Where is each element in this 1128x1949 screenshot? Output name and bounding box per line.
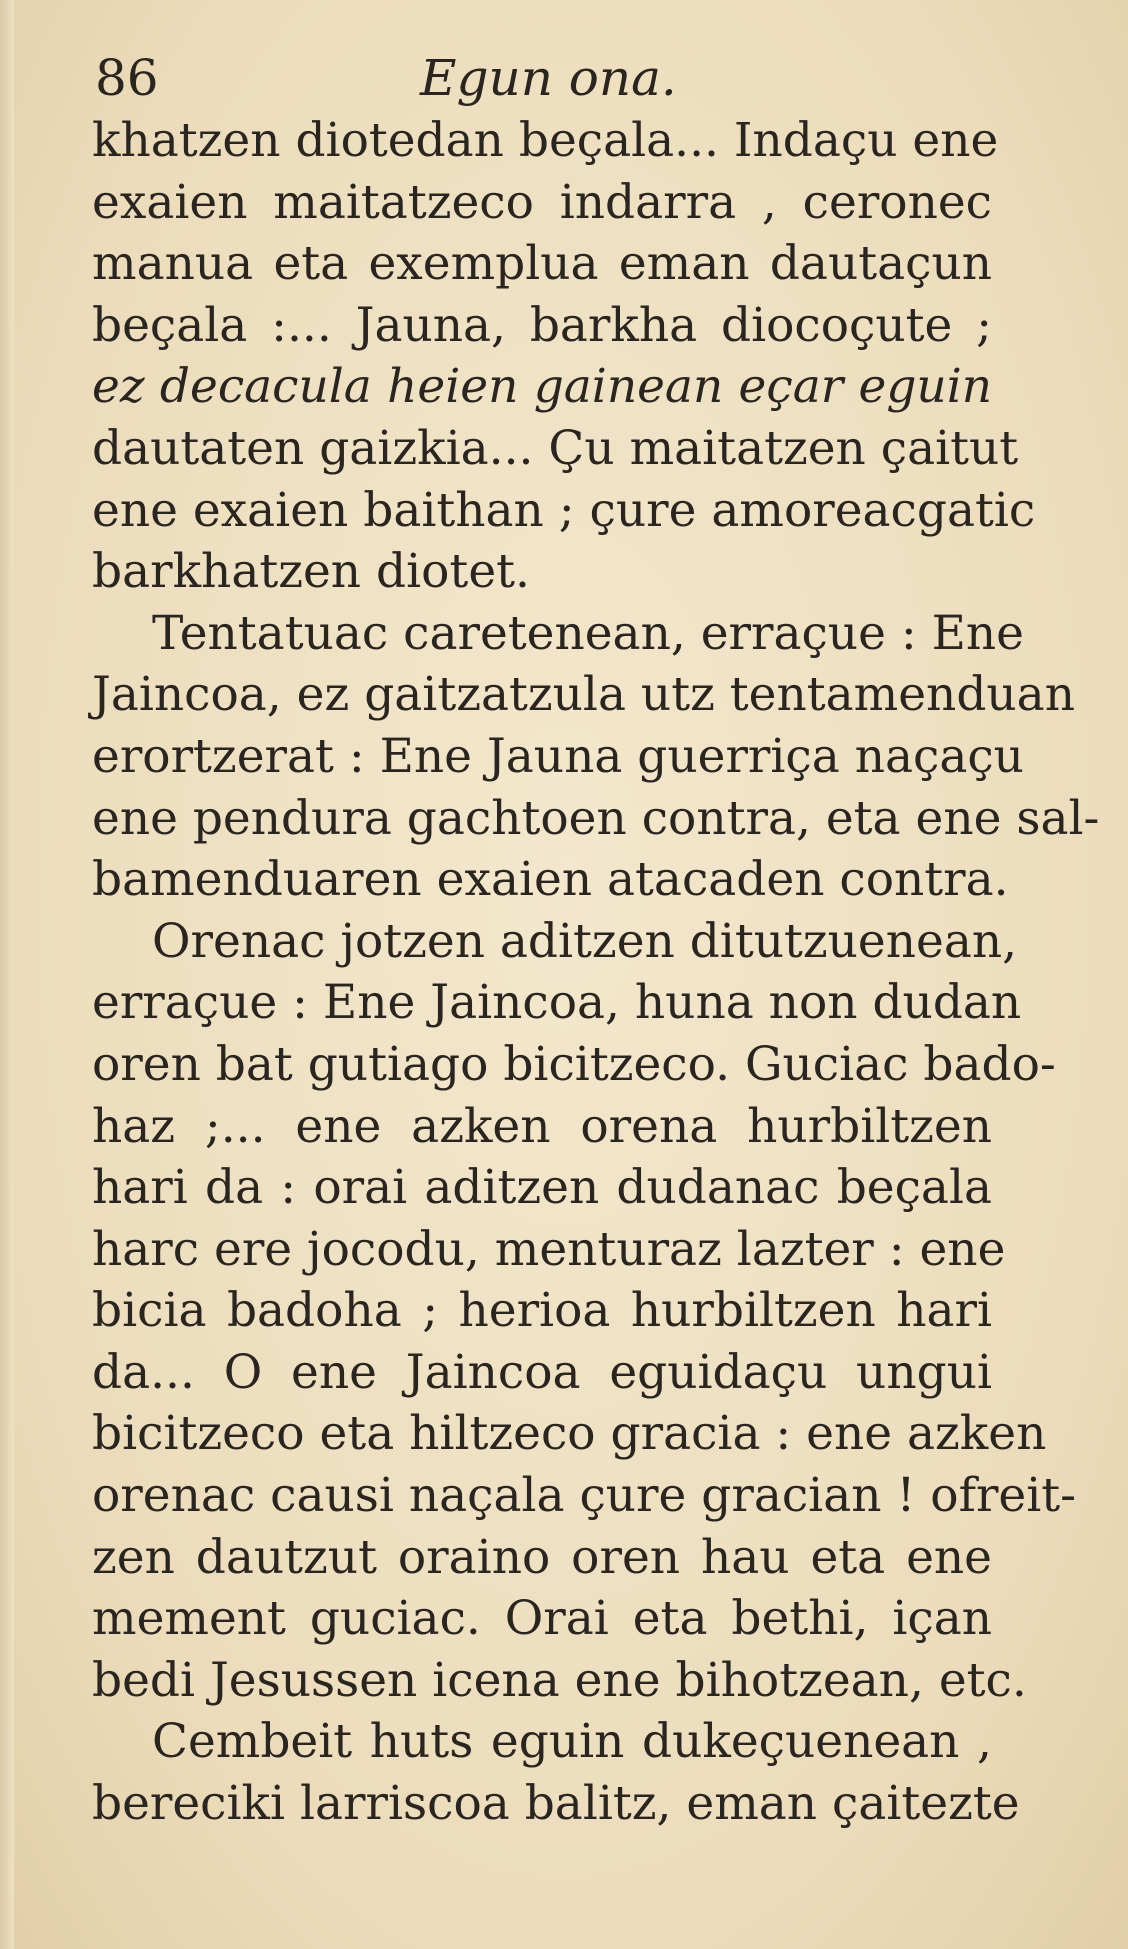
text-line: Jaincoa, ez gaitzatzula utz tentamenduan — [92, 667, 1075, 723]
text-line: Orenac jotzen aditzen ditutzuenean, — [152, 913, 1018, 969]
text-line: bereciki larriscoa balitz, eman çaitezte — [92, 1776, 1020, 1832]
text-line: barkhatzen diotet. — [92, 544, 530, 600]
text-line: beçala :... Jauna, barkha diocoçute ; — [92, 297, 992, 353]
page-header — [95, 40, 995, 120]
text-line: manua eta exemplua eman dautaçun — [92, 236, 992, 292]
page-left-edge — [0, 0, 14, 1949]
text-line: bamenduaren exaien atacaden contra. — [92, 852, 1009, 908]
text-line: ene exaien baithan ; çure amoreacgatic — [92, 482, 1036, 538]
text-line: dautaten gaizkia... Çu maitatzen çaitut — [92, 420, 1019, 476]
text-line: haz ;... ene azken orena hurbiltzen — [92, 1098, 992, 1154]
text-line: bedi Jesussen icena ene bihotzean, etc. — [92, 1652, 1027, 1708]
text-line: Cembeit huts eguin dukeçuenean , — [152, 1714, 992, 1770]
text-line: oren bat gutiago bicitzeco. Guciac bado- — [92, 1036, 1056, 1092]
text-line: erortzerat : Ene Jauna guerriça naçaçu — [92, 728, 1024, 784]
running-title: Egun ona. — [420, 49, 677, 107]
text-line: khatzen diotedan beçala... Indaçu ene — [92, 113, 999, 168]
text-line: da... O ene Jaincoa eguidaçu ungui — [92, 1344, 992, 1400]
text-line: mement guciac. Orai eta bethi, içan — [92, 1591, 992, 1647]
text-line: ez decacula heien gainean eçar eguin — [92, 359, 992, 415]
text-line: zen dautzut oraino oren hau eta ene — [92, 1529, 992, 1585]
text-line: Tentatuac caretenean, erraçue : Ene — [152, 605, 1025, 661]
text-line: hari da : orai aditzen dudanac beçala — [92, 1160, 992, 1216]
text-line: harc ere jocodu, menturaz lazter : ene — [92, 1221, 1006, 1277]
text-line: orenac causi naçala çure gracian ! ofreit- — [92, 1468, 1077, 1524]
text-line: exaien maitatzeco indarra , ceronec — [92, 174, 992, 230]
text-line: bicitzeco eta hiltzeco gracia : ene azken — [92, 1406, 1047, 1462]
body-text — [92, 110, 1100, 1835]
page-number: 86 — [95, 49, 159, 107]
text-line: erraçue : Ene Jaincoa, huna non dudan — [92, 975, 1022, 1031]
text-line: bicia badoha ; herioa hurbiltzen hari — [92, 1283, 992, 1339]
text-line: ene pendura gachtoen contra, eta ene sal- — [92, 790, 1100, 846]
